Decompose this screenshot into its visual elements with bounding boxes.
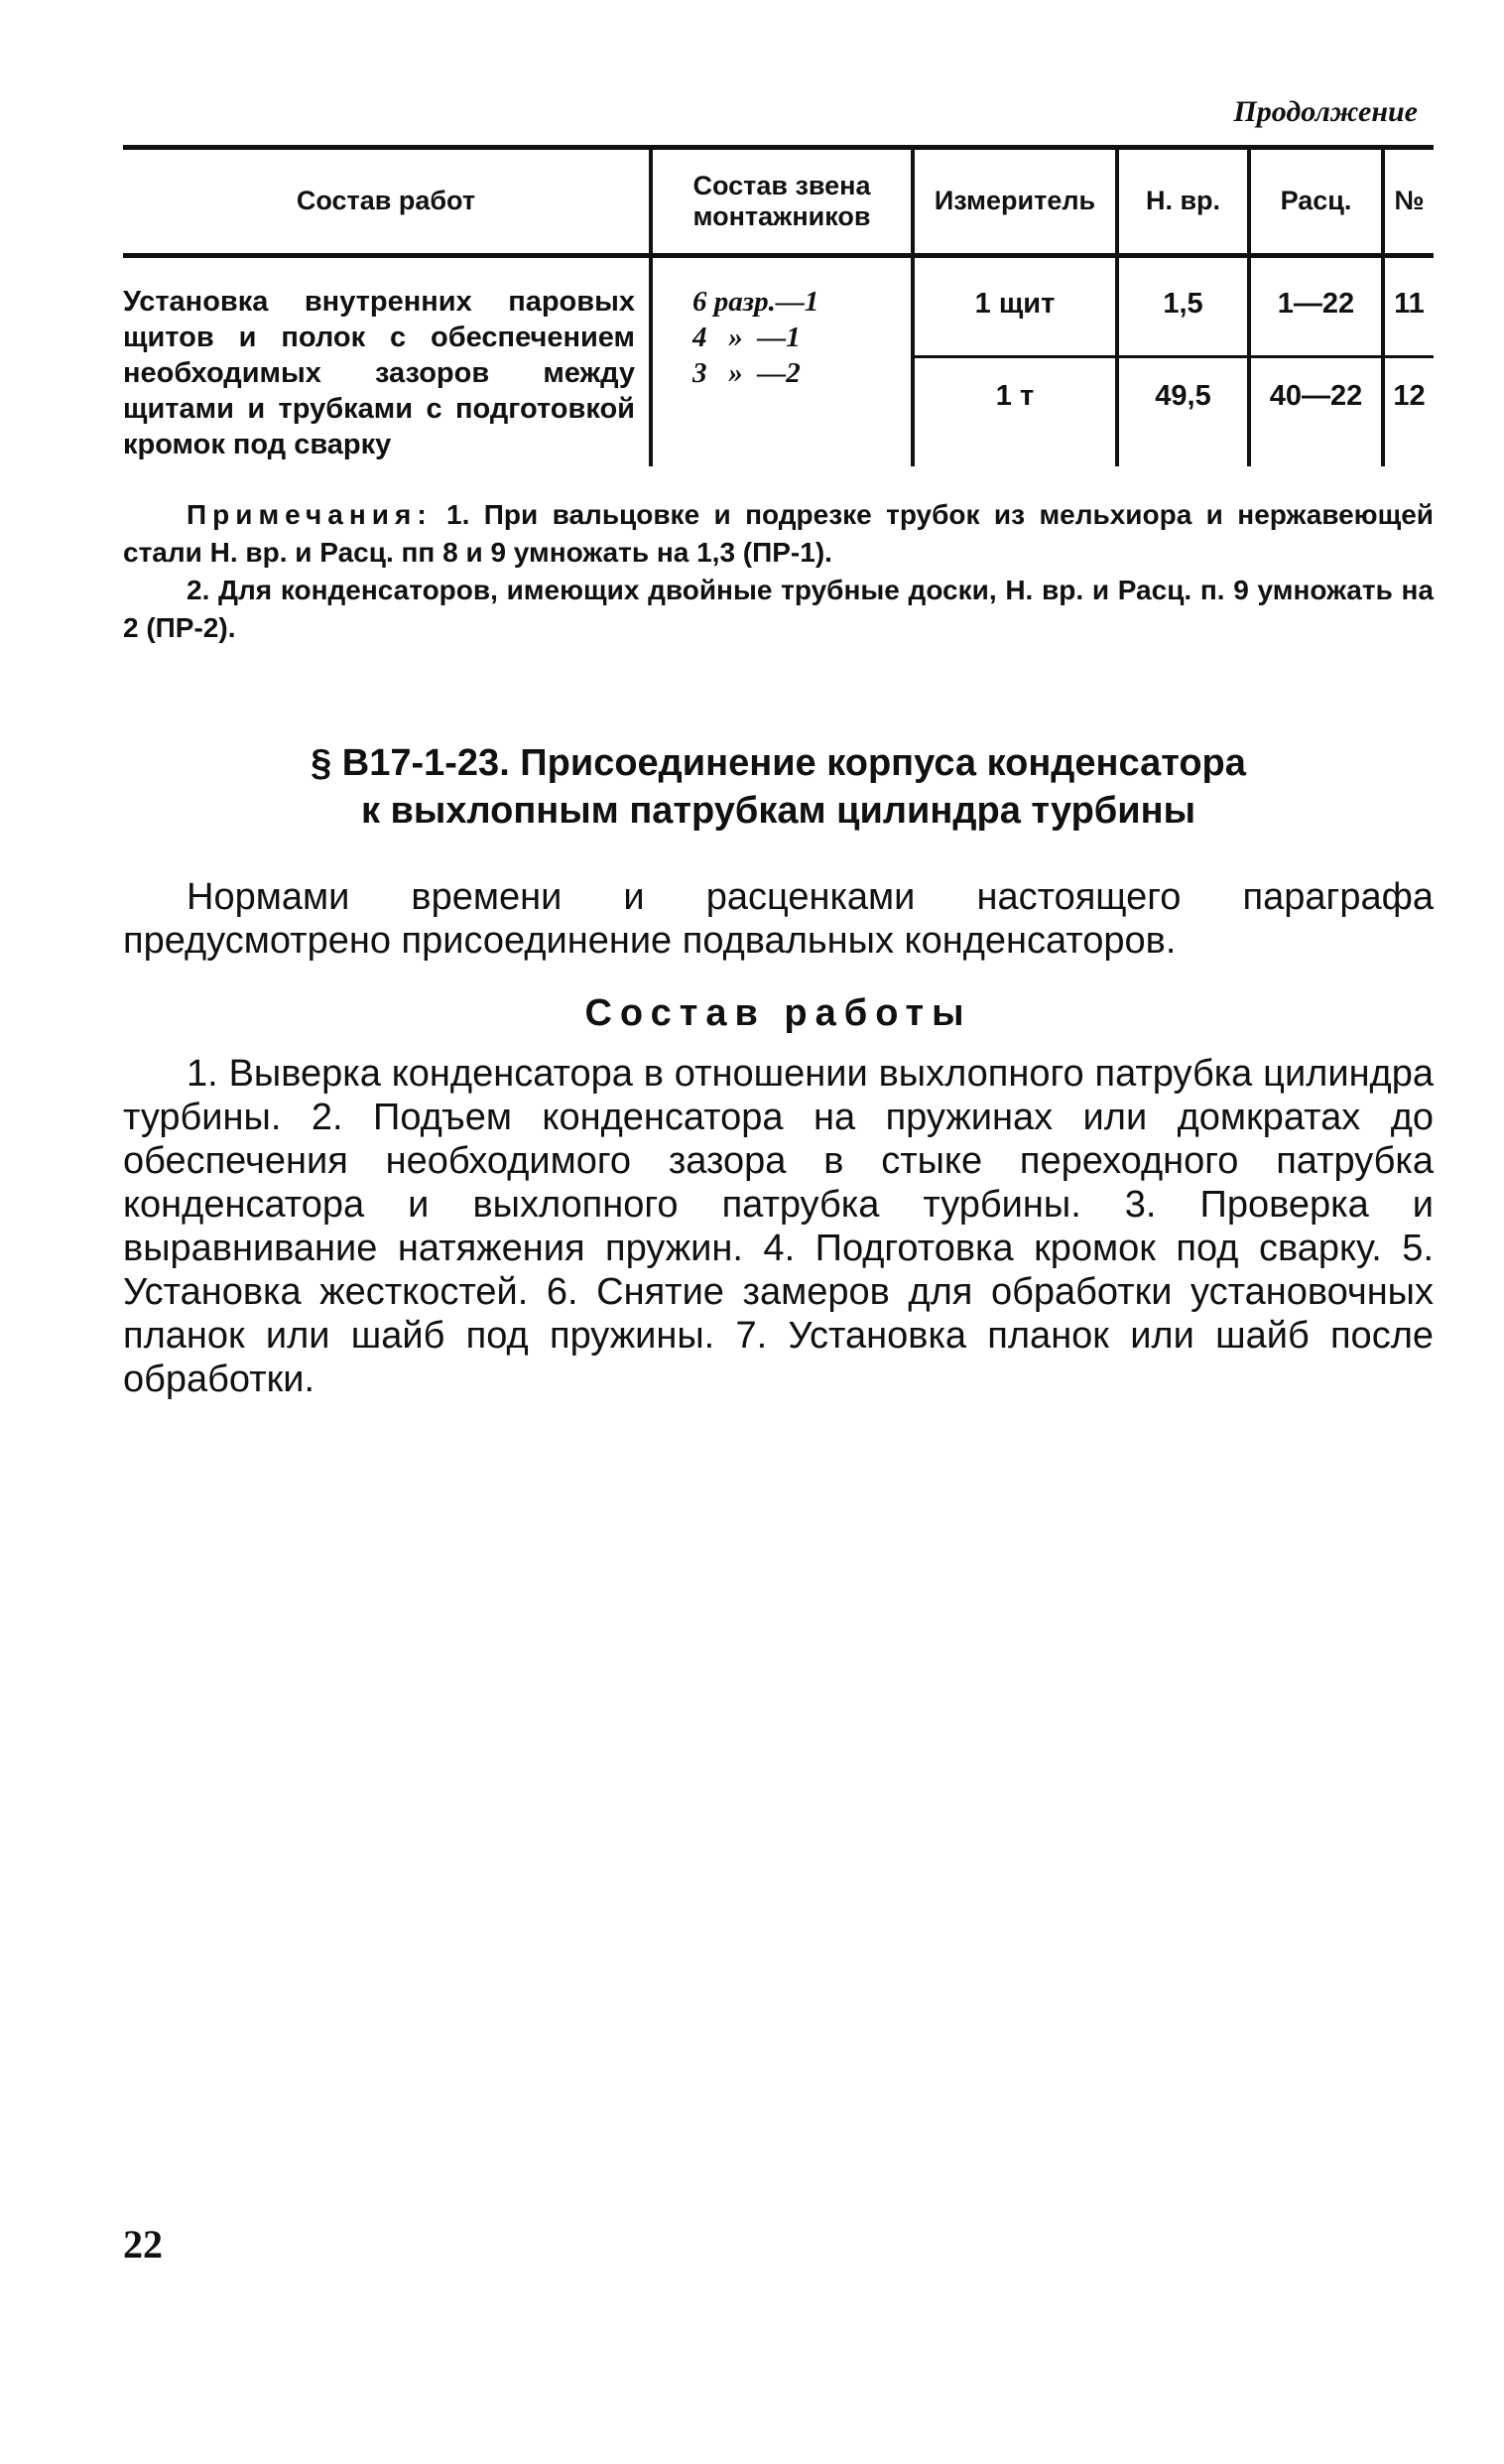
header-crew: Состав звена монтажников — [651, 148, 913, 256]
section-title-line-1: § В17-1-23. Присоединение корпуса конденсатора — [311, 742, 1246, 784]
section-title-line-2: к выхлопным патрубкам цилиндра турбины — [360, 790, 1196, 832]
number-cell: 11 — [1383, 256, 1434, 357]
work-steps: 1. Выверка конденсатора в отношении выхлопного патрубка цилиндра турбины. 2. Подъем конденсатора на пружинах или домкратах до обеспечения необходимого зазора в стыке переходного патрубка конденсатора и выхлопного патрубка турбины. 3. Проверка и выравнивание натяжения пружин. 4. Подготовка кромок под сварку. 5. Установка жесткостей. 6. Снятие замеров для обработки установочных планок или шайб под пружины. 7. Установка планок или шайб после обработки. — [123, 1053, 1434, 1400]
unit-cell: 1 щит — [913, 256, 1117, 357]
norm-time-cell: 49,5 — [1117, 357, 1249, 466]
rate-cell: 1—22 — [1249, 256, 1383, 357]
header-number: № — [1383, 148, 1434, 256]
table-header-row — [123, 148, 1434, 256]
crew-line: 4 » —1 — [692, 322, 801, 353]
crew-line: 6 разр.—1 — [692, 286, 819, 318]
continuation-label: Продолжение — [1233, 95, 1418, 128]
crew-line: 3 » —2 — [692, 357, 801, 389]
header-unit: Измеритель — [913, 148, 1117, 256]
header-work: Состав работ — [123, 148, 651, 256]
unit-cell: 1 т — [913, 357, 1117, 466]
rate-cell: 40—22 — [1249, 357, 1383, 466]
work-composition-heading: Состав работы — [584, 992, 972, 1034]
header-norm-time: Н. вр. — [1117, 148, 1249, 256]
note-1 — [123, 496, 1434, 572]
page-number: 22 — [123, 2222, 163, 2267]
norm-time-cell: 1,5 — [1117, 256, 1249, 357]
note-2: 2. Для конденсаторов, имеющих двойные трубные доски, Н. вр. и Расц. п. 9 умножать на 2 (ПР-2). — [123, 575, 1434, 643]
section-intro: Нормами времени и расценками настоящего параграфа предусмотрено присоединение подвальных конденсаторов. — [123, 876, 1434, 962]
work-description: Установка внутренних паровых щитов и полок с обеспечением необходимых зазоров между щитами и трубками с подготовкой кромок под сварку — [123, 256, 651, 466]
crew-composition — [651, 256, 913, 466]
notes-block — [123, 496, 1434, 647]
table-row — [123, 256, 1434, 357]
number-cell: 12 — [1393, 380, 1426, 412]
header-rate: Расц. — [1249, 148, 1383, 256]
norms-table — [123, 145, 1434, 466]
section-title — [123, 739, 1434, 835]
notes-label: Примечания: — [187, 499, 433, 530]
note-1-text: 1. При вальцовке и подрезке трубок из мельхиора и нержавеющей стали Н. вр. и Расц. пп 8 и 9 умножать на 1,3 (ПР-1). — [123, 499, 1435, 568]
